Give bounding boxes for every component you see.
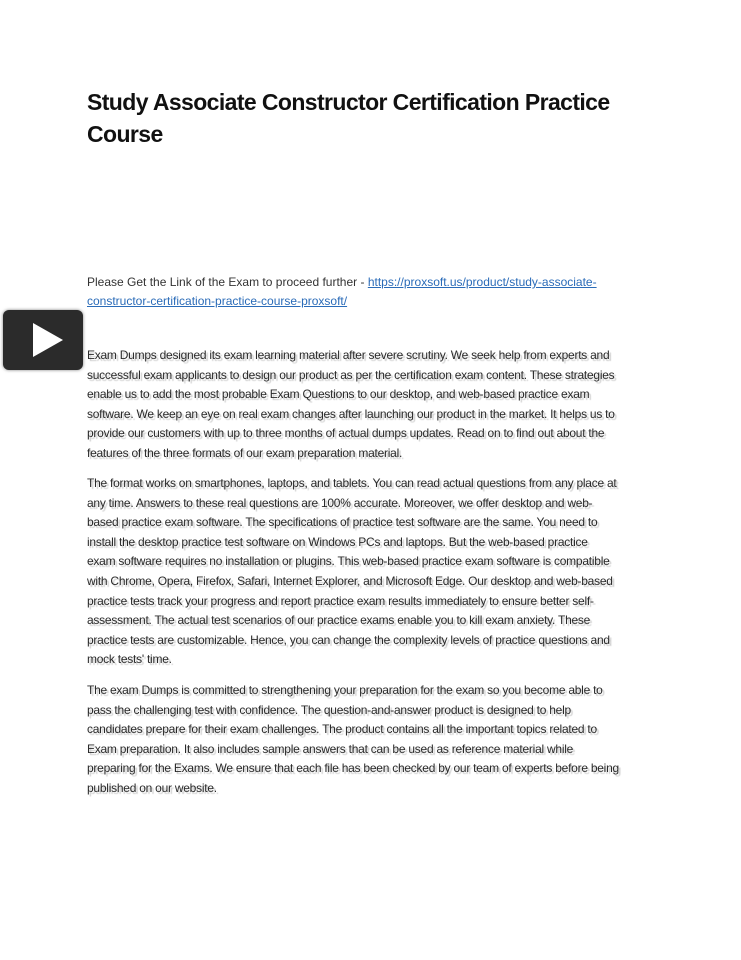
paragraph-line: The exam Dumps is committed to strengthening your preparation for the exam so you become able to — [87, 683, 603, 697]
paragraph-1 — [87, 346, 615, 464]
play-icon — [3, 310, 83, 370]
paragraph-line: preparing for the Exams. We ensure that each file has been checked by our team of experts before being — [87, 761, 619, 776]
paragraph-3 — [87, 681, 619, 799]
paragraph-line: install the desktop practice test software on Windows PCs and laptops. But the web-based practice — [87, 534, 588, 549]
paragraph-line: practice tests track your progress and report practice exam results immediately to ensure better self- — [87, 593, 594, 608]
paragraph-line: The format works on smartphones, laptops, and tablets. You can read actual questions from any place at — [87, 476, 617, 490]
paragraph-line: assessment. The actual test scenarios of our practice exams enable you to kill exam anxiety. These — [87, 613, 591, 628]
document-title — [87, 86, 687, 150]
paragraph-line: enable us to add the most probable Exam Questions to our desktop, and web-based practice exam — [87, 387, 590, 402]
title-line: Course — [87, 121, 163, 147]
paragraph-line: Exam preparation. It also includes sample answers that can be used as reference material while — [87, 741, 574, 756]
paragraph-line: Exam Dumps designed its exam learning material after severe scrutiny. We seek help from experts and — [87, 348, 610, 362]
paragraph-line: with Chrome, Opera, Firefox, Safari, Internet Explorer, and Microsoft Edge. Our desktop and web-based — [87, 573, 613, 588]
play-button[interactable] — [3, 310, 83, 370]
paragraph-line: exam software requires no installation or plugins. This web-based practice exam software is compatible — [87, 554, 610, 569]
paragraph-line: successful exam applicants to design our product as per the certification exam content. These strategies — [87, 367, 615, 382]
paragraph-line: candidates prepare for their exam challenges. The product contains all the important topics related to — [87, 722, 597, 737]
paragraph-line: practice tests are customizable. Hence, you can change the complexity levels of practice questions and — [87, 632, 610, 647]
paragraph-line: pass the challenging test with confidence. The question-and-answer product is designed to help — [87, 702, 571, 717]
title-line: Study Associate Constructor Certification Practice — [87, 89, 610, 115]
paragraph-line: any time. Answers to these real questions are 100% accurate. Moreover, we offer desktop and web- — [87, 495, 593, 510]
paragraph-line: features of the three formats of our exam preparation material. — [87, 445, 403, 460]
paragraph-2 — [87, 474, 617, 670]
intro-paragraph — [87, 273, 597, 311]
paragraph-line: published on our website. — [87, 780, 217, 795]
exam-link-continued[interactable]: constructor-certification-practice-course-proxsoft/ — [87, 294, 348, 308]
paragraph-line: based practice exam software. The specifications of practice test software are the same. You need to — [87, 515, 598, 530]
paragraph-line: mock tests' time. — [87, 652, 172, 667]
exam-link[interactable]: https://proxsoft.us/product/study-associate- — [367, 275, 597, 289]
paragraph-line: provide our customers with up to three months of actual dumps updates. Read on to find out about the — [87, 426, 605, 441]
intro-text: Please Get the Link of the Exam to proceed further - — [87, 275, 368, 289]
paragraph-line: software. We keep an eye on real exam changes after launching our product in the market. It helps us to — [87, 406, 615, 421]
